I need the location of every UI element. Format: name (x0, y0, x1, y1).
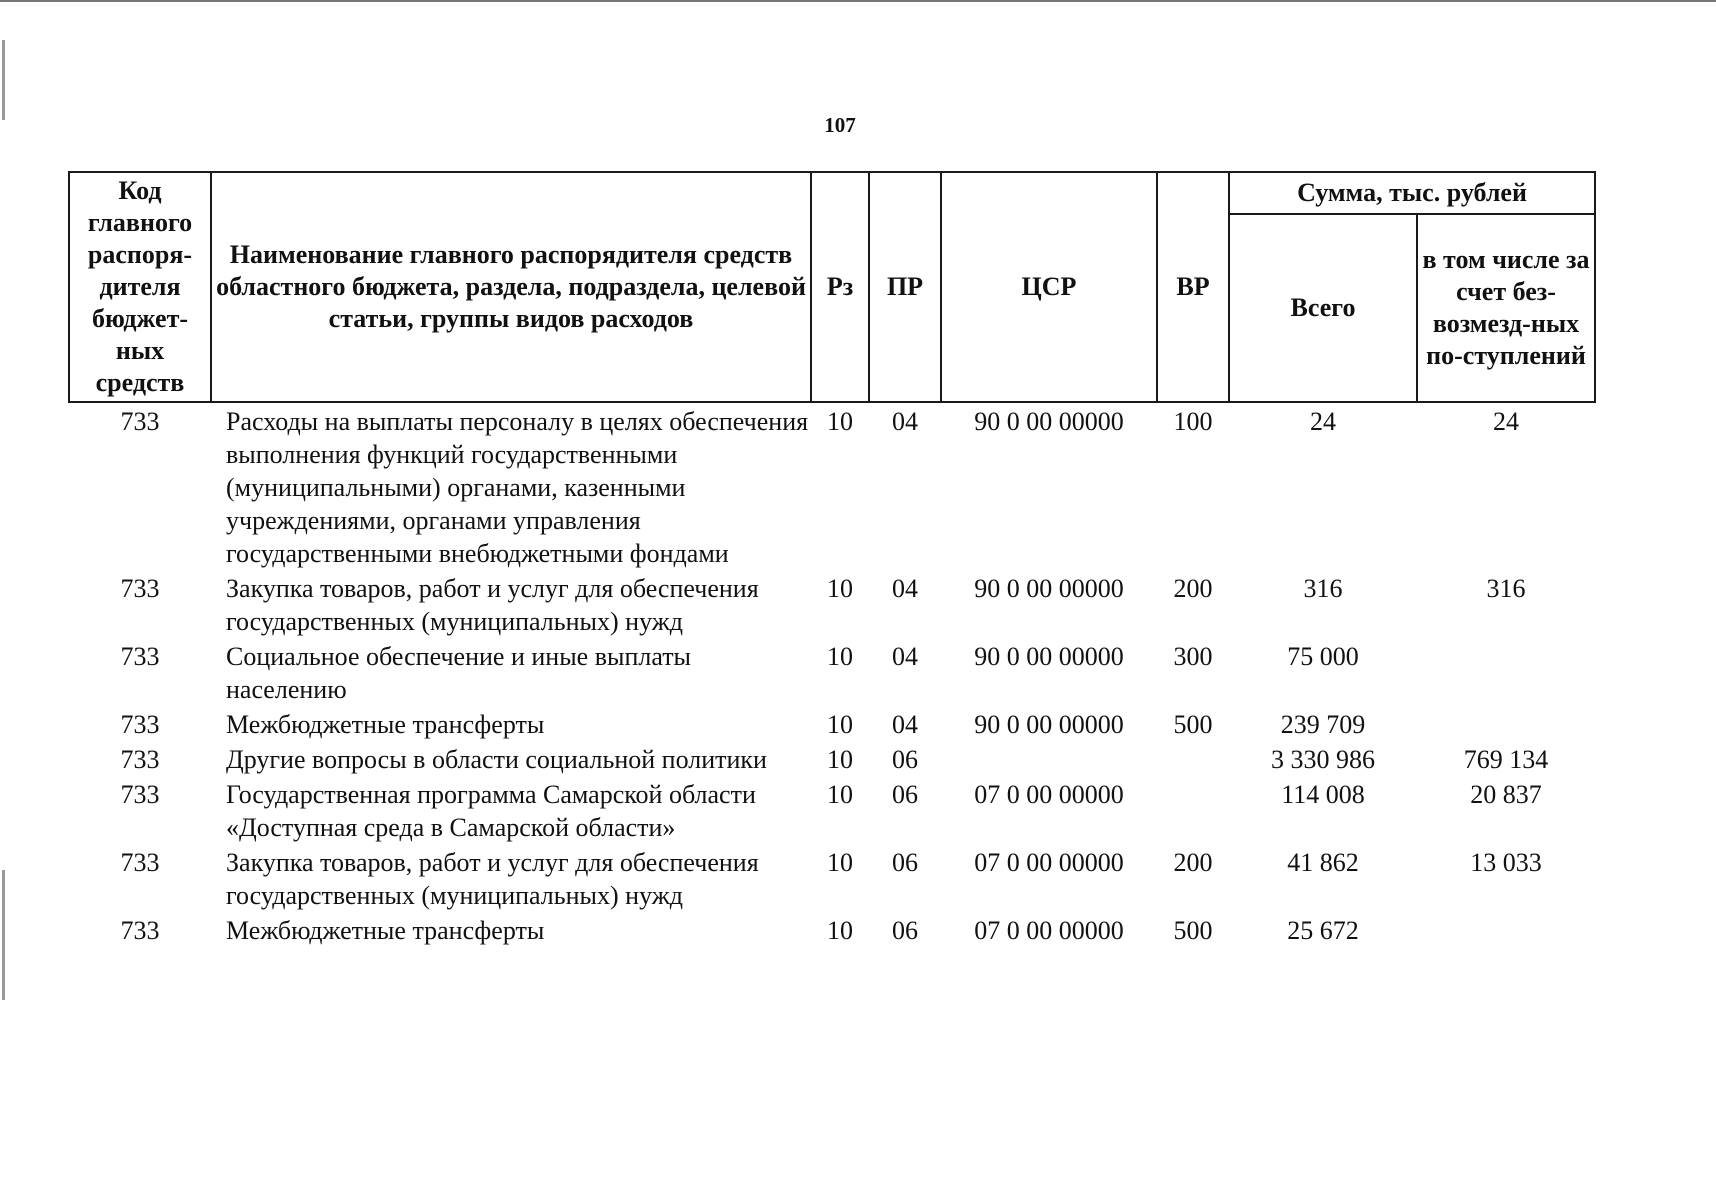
cell-csr: 90 0 00 00000 (974, 642, 1124, 671)
cell-name: Государственная программа Самарской области «Доступная среда в Самарской области» (226, 780, 756, 842)
cell-total: 3 330 986 (1271, 745, 1375, 774)
cell-total: 239 709 (1280, 710, 1366, 739)
table-body (69, 402, 1595, 947)
cell-gratuitous: 769 134 (1463, 745, 1549, 774)
cell-csr: 07 0 00 00000 (974, 780, 1124, 809)
header-csr: ЦСР (941, 172, 1157, 402)
cell-rz: 10 (827, 848, 853, 877)
cell-total: 24 (1310, 407, 1336, 436)
cell-name: Социальное обеспечение и иные выплаты населению (226, 642, 692, 704)
cell-name: Закупка товаров, работ и услуг для обеспечения государственных (муниципальных) нужд (226, 574, 759, 636)
cell-pr: 06 (892, 745, 918, 774)
cell-vr: 200 (1173, 574, 1213, 603)
cell-csr: 90 0 00 00000 (974, 574, 1124, 603)
cell-code: 733 (120, 574, 160, 603)
cell-gratuitous (1417, 638, 1595, 706)
cell-code: 733 (120, 848, 160, 877)
cell-gratuitous: 13 033 (1470, 848, 1542, 877)
cell-gratuitous: 20 837 (1470, 780, 1542, 809)
cell-code: 733 (120, 916, 160, 945)
cell-total: 41 862 (1287, 848, 1359, 877)
cell-pr: 06 (892, 780, 918, 809)
cell-name: Межбюджетные трансферты (226, 710, 545, 739)
cell-rz: 10 (827, 780, 853, 809)
scan-edge-mark (2, 870, 5, 1000)
cell-code: 733 (120, 780, 160, 809)
cell-pr: 06 (892, 916, 918, 945)
header-sum-group: Сумма, тыс. рублей (1229, 172, 1595, 214)
cell-vr: 300 (1173, 642, 1213, 671)
header-total: Всего (1229, 214, 1417, 402)
cell-rz: 10 (827, 916, 853, 945)
header-rz: Рз (811, 172, 869, 402)
cell-name: Другие вопросы в области социальной политики (226, 745, 767, 774)
cell-name: Закупка товаров, работ и услуг для обеспечения государственных (муниципальных) нужд (226, 848, 759, 910)
cell-pr: 04 (892, 407, 918, 436)
cell-csr: 90 0 00 00000 (974, 710, 1124, 739)
scan-edge-mark (2, 40, 5, 120)
cell-name: Межбюджетные трансферты (226, 916, 545, 945)
cell-vr: 100 (1173, 407, 1213, 436)
cell-vr: 500 (1173, 710, 1213, 739)
cell-rz: 10 (827, 407, 853, 436)
cell-rz: 10 (827, 574, 853, 603)
cell-pr: 06 (892, 848, 918, 877)
table-row (69, 402, 1595, 570)
cell-total: 75 000 (1287, 642, 1359, 671)
cell-pr: 04 (892, 574, 918, 603)
cell-pr: 04 (892, 710, 918, 739)
cell-vr: 200 (1173, 848, 1213, 877)
table-header-row (69, 172, 1595, 214)
cell-total: 25 672 (1287, 916, 1359, 945)
header-vr: ВР (1157, 172, 1229, 402)
cell-gratuitous: 316 (1486, 574, 1526, 603)
table-row (69, 776, 1595, 844)
header-incl-gratuitous: в том числе за счет без-возмезд-ных по-ступлений (1417, 214, 1595, 402)
cell-gratuitous (1417, 706, 1595, 741)
table-row (69, 706, 1595, 741)
cell-code: 733 (120, 745, 160, 774)
header-name: Наименование главного распорядителя средств областного бюджета, раздела, подраздела, целевой статьи, группы видов расходов (211, 172, 811, 402)
page-number: 107 (824, 113, 856, 137)
page-top-rule (0, 0, 1716, 2)
cell-code: 733 (120, 642, 160, 671)
cell-csr: 07 0 00 00000 (974, 916, 1124, 945)
budget-table (68, 171, 1596, 947)
table-row (69, 912, 1595, 947)
cell-gratuitous (1417, 912, 1595, 947)
cell-code: 733 (120, 710, 160, 739)
table-row (69, 844, 1595, 912)
cell-vr (1157, 741, 1229, 776)
table-row (69, 638, 1595, 706)
cell-csr: 07 0 00 00000 (974, 848, 1124, 877)
cell-csr: 90 0 00 00000 (974, 407, 1124, 436)
cell-vr: 500 (1173, 916, 1213, 945)
cell-total: 114 008 (1281, 780, 1365, 809)
cell-gratuitous: 24 (1493, 407, 1519, 436)
header-pr: ПР (869, 172, 941, 402)
cell-name: Расходы на выплаты персоналу в целях обеспечения выполнения функций государственными (муниципальными) органами, казенными учреждениями, органами управления государственными внебюджетными фондами (226, 407, 809, 568)
cell-vr (1157, 776, 1229, 844)
cell-code: 733 (120, 407, 160, 436)
cell-rz: 10 (827, 745, 853, 774)
table-row (69, 570, 1595, 638)
table-row (69, 741, 1595, 776)
cell-rz: 10 (827, 642, 853, 671)
cell-csr (941, 741, 1157, 776)
cell-pr: 04 (892, 642, 918, 671)
cell-total: 316 (1303, 574, 1343, 603)
header-code: Код главного распоря-дителя бюджет-ных средств (69, 172, 211, 402)
cell-rz: 10 (827, 710, 853, 739)
